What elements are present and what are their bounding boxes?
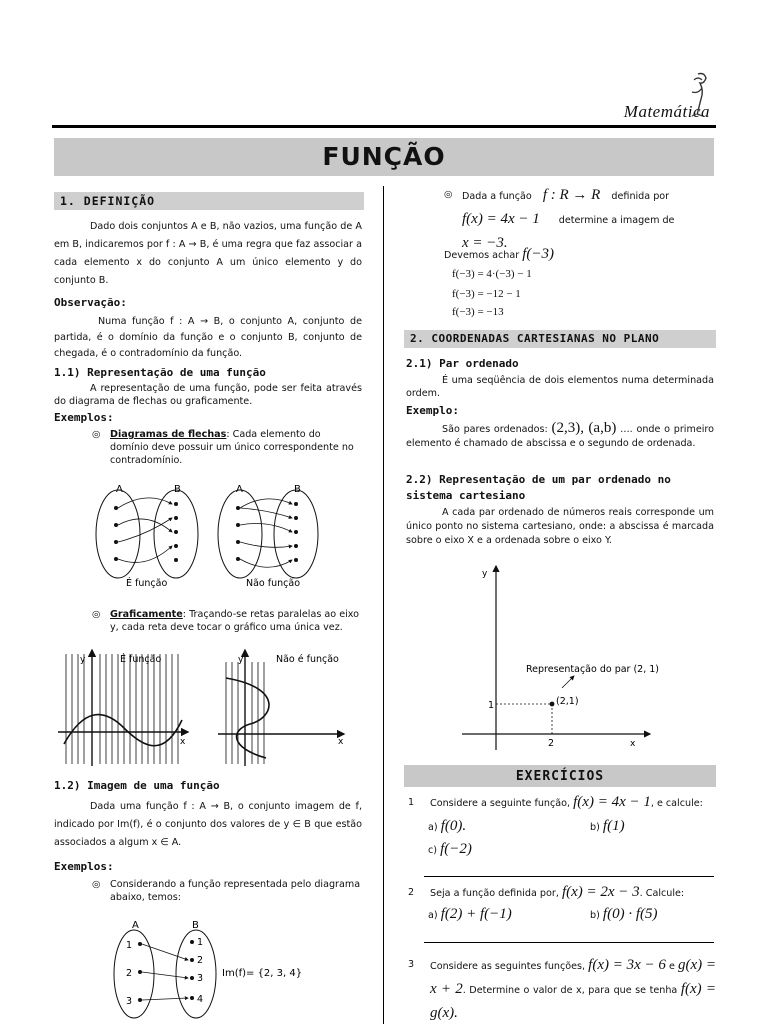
ex3-number: 3 — [408, 959, 415, 970]
cart-x-label: x — [630, 739, 636, 749]
cart-point-label: (2,1) — [556, 696, 579, 707]
graph-2-caption: Não é função — [276, 654, 339, 665]
graph-2-curve — [226, 678, 269, 758]
section-1-title: 1. DEFINIÇÃO — [54, 192, 364, 210]
ex2-number: 2 — [408, 887, 415, 898]
image-a-3: 3 — [126, 996, 133, 1007]
exercise-1 — [406, 796, 716, 810]
ex1-a: f(0). — [440, 818, 467, 834]
mascot-icon — [684, 70, 714, 118]
title-bar — [54, 138, 714, 176]
column-divider — [383, 186, 384, 1024]
bullet-icon-4: ◎ — [444, 189, 453, 200]
diagram-1-label-b: B — [174, 484, 181, 495]
bullet-graph — [92, 608, 362, 634]
ex-intro-fn: f : R → R — [542, 187, 601, 203]
example-text-b: …. onde o primeiro elemento é chamado de abscissa e o segundo de ordenada. — [406, 424, 714, 449]
devemos-f: f(−3) — [522, 246, 555, 262]
diagram-2-label-b: B — [294, 484, 301, 495]
graph-2-y-label: y — [238, 655, 244, 665]
section-2-1-title: 2.1) Par ordenado — [406, 357, 519, 370]
ex3-mid: . Determine o valor de x, para que se tenha — [462, 985, 678, 996]
exercise-2 — [406, 886, 716, 900]
ex1-a-label: a) — [428, 822, 438, 833]
graph-1-y-label: y — [80, 655, 86, 665]
ex2-tail: . Calcule: — [639, 888, 685, 899]
step-3: f(−3) = −13 — [452, 306, 504, 318]
diagram-1-label-a: A — [116, 484, 123, 495]
bullet-icon-2: ◎ — [92, 609, 101, 620]
image-b-3: 3 — [197, 973, 204, 984]
diagram-1-caption: É função — [126, 578, 168, 589]
obs-label: Observação: — [54, 296, 127, 309]
ex3-fn2: g(x) = x + 2 — [430, 957, 716, 997]
ex1-item-c — [428, 843, 472, 857]
section-2-title: 2. COORDENADAS CARTESIANAS NO PLANO — [404, 330, 716, 348]
example-label: Exemplo: — [406, 404, 459, 417]
bullet-image-text: Considerando a função representada pelo diagrama abaixo, temos: — [110, 879, 361, 903]
examples-label-1: Exemplos: — [54, 411, 114, 424]
header-rule — [52, 125, 716, 128]
diagram-1-set-a — [96, 490, 140, 578]
section-1-2-title: 1.2) Imagem de uma função — [54, 779, 220, 792]
ex3-text: Considere as seguintes funções, — [430, 961, 586, 972]
ex1-c: f(−2) — [440, 841, 472, 857]
devemos-line — [444, 248, 554, 262]
ex1-c-label: c) — [428, 845, 438, 856]
ex2-b: f(0) · f(5) — [602, 906, 658, 922]
section-1-1-text: A representação de uma função, pode ser feita através do diagrama de flechas ou graficamente. — [54, 383, 362, 407]
image-set-a — [114, 930, 154, 1018]
ex2-fn: f(x) = 2x − 3 — [561, 884, 640, 900]
ex1-item-a — [428, 820, 466, 834]
bullet-diagram-label: Diagramas de flechas — [110, 429, 227, 440]
ex-formula: f(x) = 4x − 1 — [462, 211, 540, 227]
bullet-graph-label: Graficamente — [110, 609, 183, 620]
ex1-b: f(1) — [602, 818, 625, 834]
diagram-2-label-a: A — [236, 484, 243, 495]
example-paragraph — [406, 421, 714, 451]
ex1-item-b — [590, 820, 625, 834]
exercises-title: EXERCÍCIOS — [515, 769, 605, 784]
header — [52, 60, 716, 130]
image-b-2: 2 — [197, 955, 204, 966]
ex1-text: Considere a seguinte função, — [430, 798, 571, 809]
image-label-a: A — [132, 920, 139, 931]
section-1-2-text: Dada uma função f : A → B, o conjunto imagem de f, indicado por Im(f), é o conjunto dos valores de y ∈ B que estão associados a algum x ∈ A. — [54, 801, 362, 848]
cart-y-label: y — [482, 569, 488, 579]
diagram-2-caption: Não função — [246, 578, 301, 589]
ex1-number: 1 — [408, 797, 415, 808]
image-label-b: B — [192, 920, 199, 931]
exercise-3 — [406, 954, 716, 1026]
ex2-a: f(2) + f(−1) — [440, 906, 512, 922]
bullet-icon-3: ◎ — [92, 879, 101, 890]
ex3-e: e — [668, 961, 675, 972]
obs-text: Numa função f : A → B, o conjunto A, conjunto de partida, é o domínio da função e o conjunto B, conjunto de chegada, é o contradomínio da função. — [54, 316, 362, 359]
graph-1-x-label: x — [180, 737, 186, 747]
ex1-tail: , e calcule: — [650, 798, 703, 809]
image-result: Im(f)= {2, 3, 4} — [222, 968, 303, 979]
cart-point — [550, 702, 555, 707]
ex-x: x = −3. — [462, 235, 508, 251]
bullet-icon: ◎ — [92, 429, 101, 440]
ex-intro-a: Dada a função — [462, 191, 532, 202]
image-b-4: 4 — [197, 994, 204, 1005]
example-text-a: São pares ordenados: — [442, 424, 548, 435]
diagram-2-set-a — [218, 490, 262, 578]
image-b-1: 1 — [197, 937, 204, 948]
ex1-b-label: b) — [590, 822, 600, 833]
cart-pointer — [562, 676, 574, 688]
image-set-b — [176, 930, 216, 1018]
examples-label-2: Exemplos: — [54, 860, 114, 873]
definition-text: Dado dois conjuntos A e B, não vazios, uma função de A em B, indicaremos por f : A → B, é uma regra que faz associar a cada elemento x do conjunto A um único elemento y do conjunto B. — [54, 221, 362, 286]
ex1-fn: f(x) = 4x − 1 — [573, 794, 651, 810]
ex2-b-label: b) — [590, 910, 600, 921]
bullet-graph-text: : Traçando-se retas paralelas ao eixo y, cada reta deve tocar o gráfico uma única vez. — [110, 609, 360, 633]
cart-annotation: Representação do par (2, 1) — [526, 664, 660, 675]
ex-intro-b: definida por — [611, 191, 670, 202]
ex-intro-c: determine a imagem de — [558, 215, 675, 226]
bullet-diagram — [92, 428, 362, 467]
exercises-bar — [404, 765, 716, 787]
example-pairs: (2,3), (a,b) — [551, 420, 617, 436]
example-intro — [444, 184, 716, 256]
arrow-diagrams — [90, 480, 350, 590]
ex2-item-b — [590, 908, 657, 922]
image-a-1: 1 — [126, 940, 133, 951]
graph-1-curve — [64, 715, 182, 746]
ex3-eq: f(x) = g(x). — [430, 981, 717, 1021]
cart-tick-x2: 2 — [548, 738, 555, 749]
definition-paragraph — [54, 218, 362, 290]
ex2-a-label: a) — [428, 910, 438, 921]
graph-1-caption: É função — [120, 654, 162, 665]
bullet-diagram-text: : Cada elemento do domínio deve possuir um único correspondente no contradomínio. — [110, 429, 354, 466]
step-1: f(−3) = 4·(−3) − 1 — [452, 268, 532, 280]
section-2-2-text: A cada par ordenado de números reais corresponde um único ponto no sistema cartesiano, onde: a abscissa é marcada sobre o eixo X e a ordenada sobre o eixo Y. — [406, 507, 714, 546]
section-1-1-title: 1.1) Representação de uma função — [54, 366, 266, 379]
bullet-image — [92, 878, 362, 904]
section-2-2-title: 2.2) Representação de um par ordenado no sistema cartesiano — [406, 473, 671, 502]
devemos-text: Devemos achar — [444, 250, 520, 261]
image-a-2: 2 — [126, 968, 133, 979]
ex2-text: Seja a função definida por, — [430, 888, 559, 899]
graph-2-x-label: x — [338, 737, 344, 747]
divider-1 — [424, 876, 714, 877]
divider-2 — [424, 942, 714, 943]
cart-tick-y1: 1 — [488, 700, 495, 711]
section-2-1-text: É uma seqüência de dois elementos numa determinada ordem. — [406, 375, 714, 399]
page-title: FUNÇÃO — [322, 142, 446, 171]
image-diagram — [110, 918, 350, 1024]
cartesian-plot — [460, 560, 660, 752]
ex3-fn1: f(x) = 3x − 6 — [588, 957, 666, 973]
subject-label: Matemática — [623, 102, 710, 121]
ex2-item-a — [428, 908, 512, 922]
step-2: f(−3) = −12 − 1 — [452, 288, 521, 300]
vertical-line-test-graphs — [54, 648, 364, 768]
